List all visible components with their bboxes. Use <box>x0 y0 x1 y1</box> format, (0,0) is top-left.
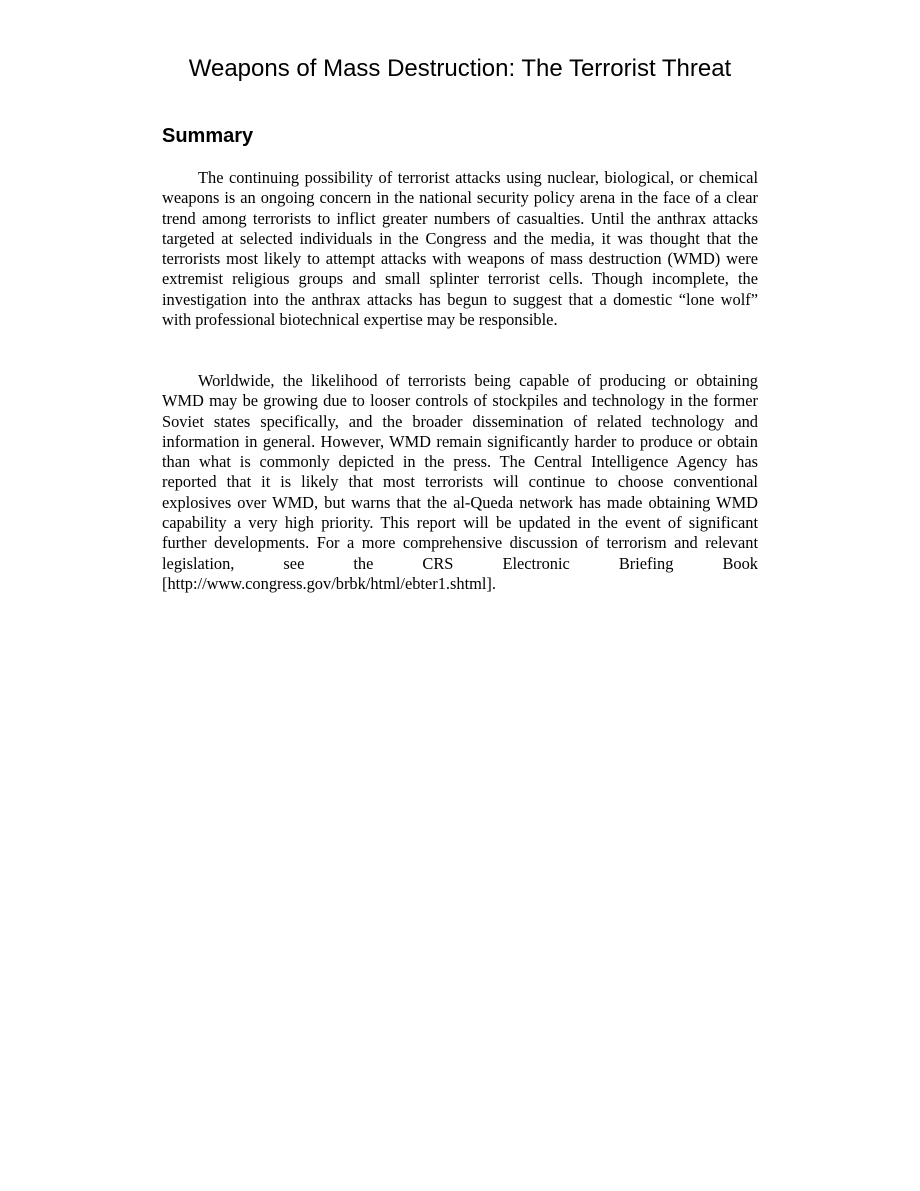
summary-paragraph-1 <box>162 168 758 330</box>
summary-paragraph-1-text: The continuing possibility of terrorist attacks using nuclear, biological, or chemical weapons is an ongoing concern in the national security policy arena in the face of a clear trend among terrorists to inflict greater numbers of casualties. Until the anthrax attacks targeted at selected individuals in the Congress and the media, it was thought that the terrorists most likely to attempt attacks with weapons of mass destruction (WMD) were extremist religious groups and small splinter terrorist cells. Though incomplete, the investigation into the anthrax attacks has begun to suggest that a domestic “lone wolf” with professional biotechnical expertise may be responsible. <box>162 168 758 330</box>
section-heading: Summary <box>162 125 254 147</box>
summary-paragraph-2 <box>162 371 758 594</box>
summary-paragraph-2-text: Worldwide, the likelihood of terrorists being capable of producing or obtaining WMD may be growing due to looser controls of stockpiles and technology in the former Soviet states specifically, and the broader dissemination of related technology and information in general. However, WMD remain significantly harder to produce or obtain than what is commonly depicted in the press. The Central Intelligence Agency has reported that it is likely that most terrorists will continue to choose conventional explosives over WMD, but warns that the al-Queda network has made obtaining WMD capability a very high priority. This report will be updated in the event of significant further developments. For a more comprehensive discussion of terrorism and relevant legislation, see the CRS Electronic Briefing Book [http://www.congress.gov/brbk/html/ebter1.shtml]. <box>162 371 758 593</box>
page-title: Weapons of Mass Destruction: The Terrorist Threat <box>188 55 732 82</box>
